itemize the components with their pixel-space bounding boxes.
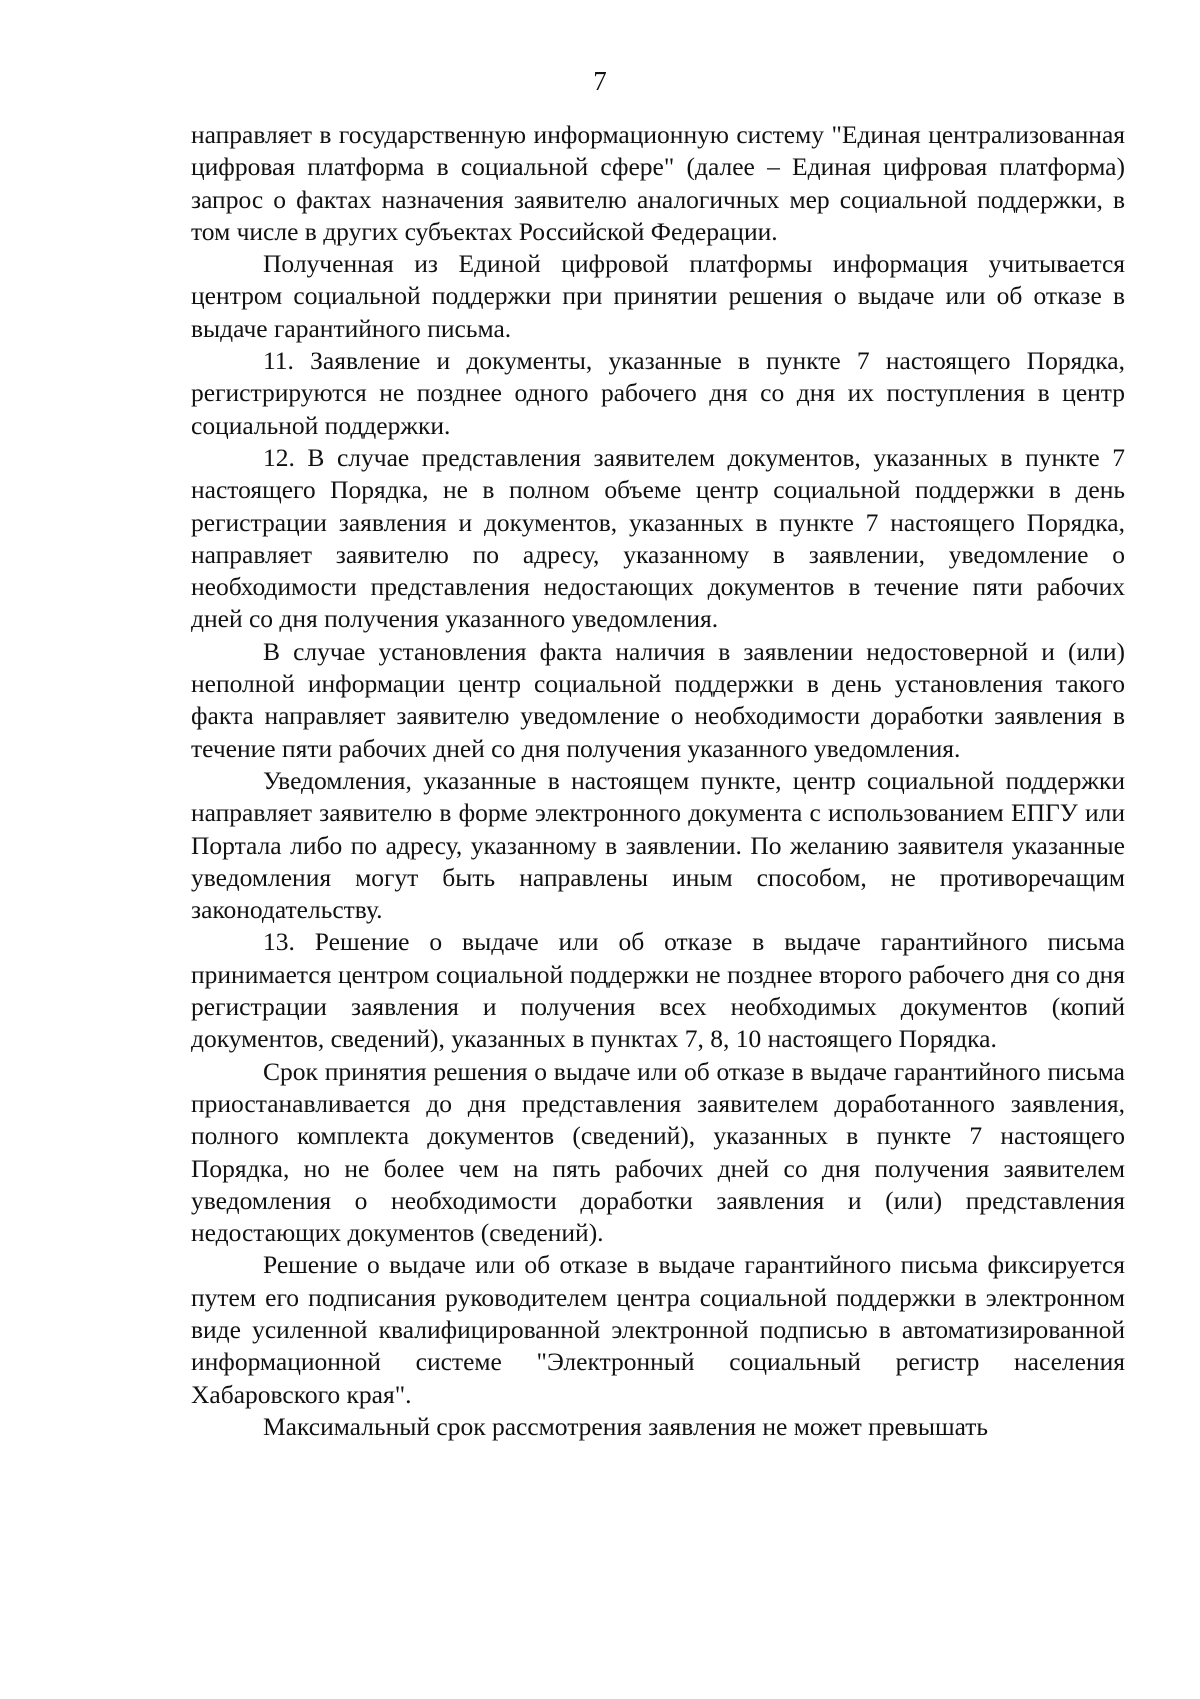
paragraph-information-accounting: Полученная из Единой цифровой платформы информация учитывается центром социальной поддержки при принятии решения о выдаче или об отказе в выдаче гарантийного письма. bbox=[191, 249, 1125, 343]
paragraph-notifications: Уведомления, указанные в настоящем пункте, центр социальной поддержки направляет заявителю в форме электронного документа с использованием ЕПГУ или Портала либо по адресу, указанному в заявлении. По желанию заявителя указанные уведомления могут быть направлены иным способом, не противоречащим законодательству. bbox=[191, 765, 1125, 925]
page-number: 7 bbox=[593, 66, 607, 96]
paragraph-inaccurate-information: В случае установления факта наличия в заявлении недостоверной и (или) неполной информации центр социальной поддержки в день установления такого факта направляет заявителю уведомление о необходимости доработки заявления в течение пяти рабочих дней со дня получения указанного уведомления. bbox=[191, 636, 1125, 763]
paragraph-continuation: направляет в государственную информационную систему "Единая централизованная цифровая платформа в социальной сфере" (далее – Единая цифровая платформа) запрос о фактах назначения заявителю аналогичных мер социальной поддержки, в том числе в других субъектах Российской Федерации. bbox=[191, 120, 1125, 246]
paragraph-item-13: 13. Решение о выдаче или об отказе в выдаче гарантийного письма принимается центром социальной поддержки не позднее второго рабочего дня со дня регистрации заявления и получения всех необходимых документов (копий документов, сведений), указанных в пунктах 7, 8, 10 настоящего Порядка. bbox=[191, 927, 1125, 1054]
paragraph-decision-term-suspension: Срок принятия решения о выдаче или об отказе в выдаче гарантийного письма приостанавливается до дня представления заявителем доработанного заявления, полного комплекта документов (сведений), указанных в пункте 7 настоящего Порядка, но не более чем на пять рабочих дней со дня получения заявителем уведомления о необходимости доработки заявления и (или) представления недостающих документов (сведений). bbox=[191, 1056, 1125, 1248]
paragraph-maximum-term: Максимальный срок рассмотрения заявления не может превышать bbox=[263, 1411, 989, 1441]
paragraph-item-11: 11. Заявление и документы, указанные в пункте 7 настоящего Порядка, регистрируются не позднее одного рабочего дня со дня их поступления в центр социальной поддержки. bbox=[191, 346, 1125, 440]
paragraph-item-12: 12. В случае представления заявителем документов, указанных в пункте 7 настоящего Порядка, не в полном объеме центр социальной поддержки в день регистрации заявления и документов, указанных в пункте 7 настоящего Порядка, направляет заявителю по адресу, указанному в заявлении, уведомление о необходимости представления недостающих документов в течение пяти рабочих дней со дня получения указанного уведомления. bbox=[191, 442, 1125, 634]
document-body bbox=[191, 119, 1125, 1443]
paragraph-decision-signing: Решение о выдаче или об отказе в выдаче гарантийного письма фиксируется путем его подписания руководителем центра социальной поддержки в электронном виде усиленной квалифицированной электронной подписью в автоматизированной информационной системе "Электронный социальный регистр населения Хабаровского края". bbox=[191, 1250, 1125, 1409]
